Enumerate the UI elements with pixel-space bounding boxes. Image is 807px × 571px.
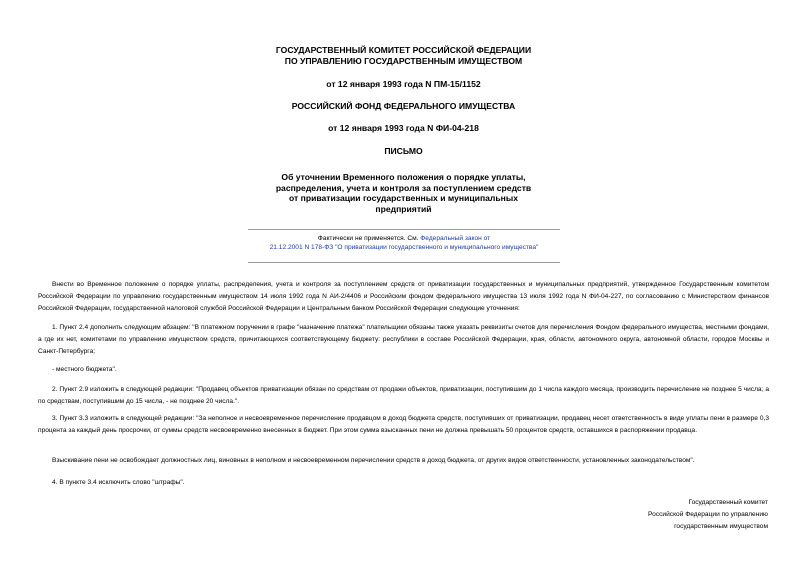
subject-line-4: предприятий bbox=[375, 203, 432, 214]
applicability-note bbox=[248, 229, 560, 263]
issuing-authority bbox=[0, 45, 807, 67]
law-title-link[interactable]: "О приватизации государственного и муниципального имущества" bbox=[333, 244, 539, 251]
note-line-1 bbox=[248, 234, 560, 243]
paragraph-item-2: 2. Пункт 2.9 изложить в следующей редакции: "Продавец объектов приватизации обязан по средствам от продажи объектов, приватизации, поступившим до 1 числа каждого месяца, производить перечисление не позднее 5 числа; а по средствам, поступившим до 15 числа, - не позднее 20 числа.". bbox=[38, 386, 769, 405]
note-line-2 bbox=[248, 243, 560, 252]
paragraph-item-3: 3. Пункт 3.3 изложить в следующей редакции: "За неполное и несвоевременное перечисление продавцом в доход бюджета средств, поступивших от приватизации, продавец несет ответственность в виде уплаты пени в размере 0,3 процента за каждый день просрочки, от суммы средств несвоевременно внесенных в бюджет. При этом сумма взысканных пени не должна превышать 50 процентов средств, оставшихся в распоряжении продавца. bbox=[38, 415, 769, 434]
federal-law-link[interactable]: Федеральный закон от bbox=[420, 235, 491, 242]
document-date-2: от 12 января 1993 года N ФИ-04-218 bbox=[328, 123, 479, 133]
paragraph-item-1: 1. Пункт 2.4 дополнить следующим абзацем: "В платежном поручении в графе "назначение платежа" плательщики обязаны также указать реквизиты счетов для перечисления Фондом федерального имущества, местными фондами, а где их нет, комитетами по управлению имуществом средств, причитающихся соответствующему бюджету: республики в составе Российской Федерации, края, области, автономного округа, автономной области, городов Москвы и Санкт-Петербурга; bbox=[38, 324, 769, 355]
subject-line-2: распределения, учета и контроля за поступлением средств bbox=[275, 182, 532, 193]
authority-line-1: ГОСУДАРСТВЕННЫЙ КОМИТЕТ РОССИЙСКОЙ ФЕДЕРАЦИИ bbox=[275, 45, 532, 55]
paragraph-item-4: 4. В пункте 3.4 исключить слово "штрафы". bbox=[52, 479, 185, 486]
note-prefix: Фактически не применяется. См. bbox=[317, 235, 421, 242]
document-date-1: от 12 января 1993 года N ПМ-15/1152 bbox=[326, 79, 481, 89]
paragraph-intro: Внести во Временное положение о порядке уплаты, распределения, учета и контроля за поступлением средств от приватизации государственных и муниципальных предприятий, утвержденное Государственным комитетом Российской Федерации по управлению государственным имуществом 14 июля 1992 года N АИ-2/4406 и Российским фондом федерального имущества 13 июля 1992 года N ФИ-04-227, по согласованию с Министерством финансов Российской Федерации, государственной налоговой службой Российской Федерации и Центральным банком Российской Федерации следующие уточнения: bbox=[38, 281, 769, 312]
paragraph-local-budget: - местного бюджета". bbox=[52, 366, 117, 373]
signature-line-1: Государственный комитет bbox=[688, 499, 768, 506]
signature-line-2: Российской Федерации по управлению bbox=[648, 511, 768, 518]
signature-line-3: государственным имуществом bbox=[674, 523, 768, 530]
signature-block bbox=[648, 497, 768, 533]
document-type: ПИСЬМО bbox=[384, 146, 423, 156]
subject-line-1: Об уточнении Временного положения о порядке уплаты, bbox=[281, 172, 526, 182]
subject-line-3: от приватизации государственных и муниципальных bbox=[289, 193, 518, 204]
document-subject bbox=[0, 172, 807, 214]
fund-name: РОССИЙСКИЙ ФОНД ФЕДЕРАЛЬНОГО ИМУЩЕСТВА bbox=[291, 101, 516, 111]
paragraph-penalty: Взыскивание пени не освобождает должностных лиц, виновных в неполном и несвоевременном перечислении средств в доход бюджета, от других видов ответственности, установленных законодательством". bbox=[52, 457, 695, 464]
law-number-link[interactable]: 21.12.2001 N 178-ФЗ bbox=[269, 244, 334, 251]
authority-line-2: ПО УПРАВЛЕНИЮ ГОСУДАРСТВЕННЫМ ИМУЩЕСТВОМ bbox=[284, 56, 523, 66]
